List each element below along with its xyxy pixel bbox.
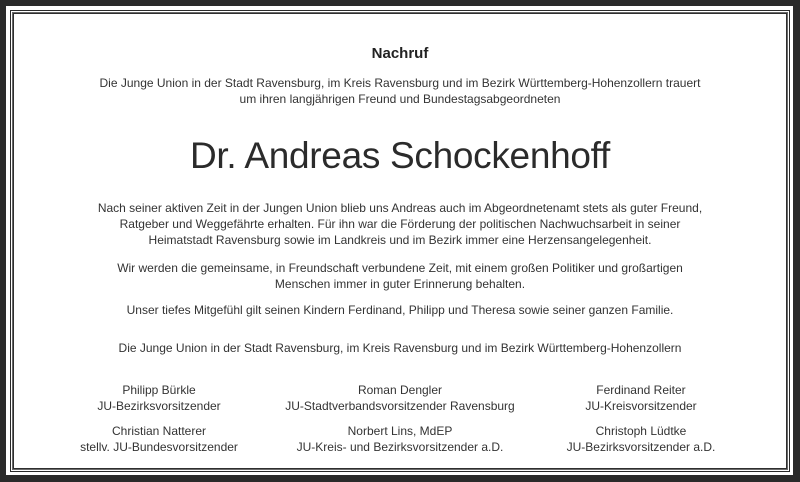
signatory-role: JU-Bezirksvorsitzender [97, 399, 221, 413]
paragraph-tribute [14, 200, 786, 248]
signatory-role: JU-Stadtverbandsvorsitzender Ravensburg [285, 399, 515, 413]
signatory [274, 423, 526, 455]
paragraph-line: Heimatstadt Ravensburg sowie im Landkreis und im Bezirk immer eine Herzensangelegenheit. [148, 233, 652, 247]
signatory [44, 423, 274, 455]
signatory [44, 382, 274, 414]
notice-content [14, 14, 786, 468]
signatory [526, 423, 756, 455]
signatories [44, 382, 756, 455]
paragraph-line: Nach seiner aktiven Zeit in der Jungen Union blieb uns Andreas auch im Abgeordnetenamt stets als guter Freund, [97, 201, 703, 215]
signatory-name: Christoph Lüdtke [595, 424, 687, 438]
outer-border [10, 10, 790, 472]
signatory [274, 382, 526, 414]
signatory-role: stellv. JU-Bundesvorsitzender [80, 440, 238, 454]
signatory-role: JU-Kreisvorsitzender [585, 399, 697, 413]
signatory-role: JU-Kreis- und Bezirksvorsitzender a.D. [296, 440, 504, 454]
signatory-role: JU-Bezirksvorsitzender a.D. [566, 440, 716, 454]
paragraph-line: Unser tiefes Mitgefühl gilt seinen Kindern Ferdinand, Philipp und Theresa sowie seiner ganzen Familie. [126, 303, 674, 317]
paragraph-line: Wir werden die gemeinsame, in Freundschaft verbundene Zeit, mit einem großen Politiker und großartigen [117, 261, 683, 275]
signatory-name: Christian Natterer [111, 424, 207, 438]
paragraph-memory [14, 260, 786, 292]
signatory-name: Roman Dengler [357, 383, 443, 397]
obituary-notice [6, 6, 793, 475]
closing-line: Die Junge Union in der Stadt Ravensburg, im Kreis Ravensburg und im Bezirk Württemberg-Hohenzollern [118, 341, 682, 355]
signatory-name: Philipp Bürkle [122, 383, 196, 397]
signatory-name: Ferdinand Reiter [596, 383, 686, 397]
intro-line: um ihren langjährigen Freund und Bundestagsabgeordneten [239, 92, 561, 106]
signatory [526, 382, 756, 414]
paragraph-line: Ratgeber und Weggefährte erhalten. Für ihn war die Förderung der politischen Nachwuchsarbeit in seiner [119, 217, 681, 231]
notice-heading: Nachruf [371, 45, 429, 62]
deceased-name: Dr. Andreas Schockenhoff [190, 135, 610, 176]
intro-line: Die Junge Union in der Stadt Ravensburg, im Kreis Ravensburg und im Bezirk Württemberg-Hohenzollern trauert [99, 76, 701, 90]
paragraph-line: Menschen immer in guter Erinnerung behalten. [274, 277, 526, 291]
signatory-name: Norbert Lins, MdEP [347, 424, 453, 438]
middle-border [12, 12, 788, 470]
paragraph-condolence [14, 302, 786, 318]
inner-border [13, 13, 787, 469]
intro-text [14, 75, 786, 107]
